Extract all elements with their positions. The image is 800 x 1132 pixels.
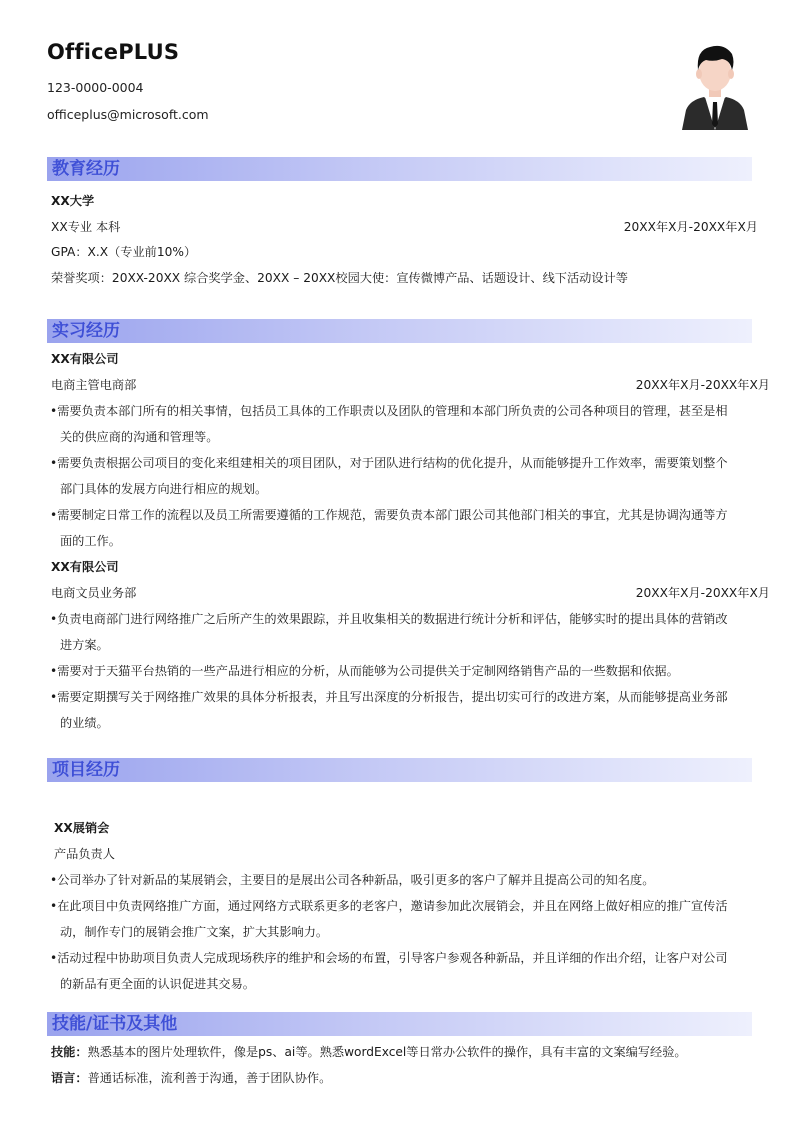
bullet-continuation: 面的工作。 <box>60 534 121 548</box>
skills-section-header <box>47 1012 752 1036</box>
candidate-name: OfficePLUS <box>47 40 180 64</box>
bullet-item: •需要对于天猫平台热销的一些产品进行相应的分析，从而能够为公司提供关于定制网络销售产品的一些数据和依据。 <box>50 664 679 678</box>
education-date: 20XX年X月-20XX年X月 <box>623 220 758 234</box>
project-name: XX展销会 <box>54 821 110 835</box>
language-line <box>51 1070 331 1086</box>
company-name: XX有限公司 <box>51 352 119 366</box>
bullet-continuation: 的业绩。 <box>60 716 109 730</box>
job-date: 20XX年X月-20XX年X月 <box>635 378 770 392</box>
bullet-continuation: 的新品有更全面的认识促进其交易。 <box>60 977 255 991</box>
email-address: officeplus@microsoft.com <box>47 107 209 122</box>
bullet-continuation: 动，制作专门的展销会推广文案，扩大其影响力。 <box>60 925 329 939</box>
education-section-header <box>47 157 752 181</box>
job-role: 电商主管电商部 <box>51 378 137 392</box>
bullet-item: •需要制定日常工作的流程以及员工所需要遵循的工作规范，需要负责本部门跟公司其他部门相关的事宜，尤其是协调沟通等方 <box>50 508 728 522</box>
gpa: GPA：X.X（专业前10%） <box>51 245 197 259</box>
skills-label: 技能： <box>51 1045 88 1059</box>
project-role: 产品负责人 <box>54 847 115 861</box>
skills-text: 熟悉基本的图片处理软件，像是ps、ai等。熟悉wordExcel等日常办公软件的操作，具有丰富的文案编写经验。 <box>87 1045 687 1059</box>
bullet-item: •需要负责根据公司项目的变化来组建相关的项目团队，对于团队进行结构的优化提升，从而能够提升工作效率，需要策划整个 <box>50 456 728 470</box>
bullet-item: •公司举办了针对新品的某展销会，主要目的是展出公司各种新品，吸引更多的客户了解并且提高公司的知名度。 <box>50 873 655 887</box>
businessman-avatar-icon <box>680 40 750 130</box>
company-name: XX有限公司 <box>51 560 119 574</box>
job-date: 20XX年X月-20XX年X月 <box>635 586 770 600</box>
bullet-item: •活动过程中协助项目负责人完成现场秩序的维护和会场的布置，引导客户参观各种新品，并且详细的作出介绍，让客户对公司 <box>50 951 728 965</box>
major-degree: XX专业 本科 <box>51 220 121 234</box>
bullet-item: •需要定期撰写关于网络推广效果的具体分析报表，并且写出深度的分析报告，提出切实可行的改进方案，从而能够提高业务部 <box>50 690 728 704</box>
skills-title: 技能/证书及其他 <box>52 1014 178 1034</box>
language-label: 语言： <box>51 1071 88 1085</box>
bullet-item: •在此项目中负责网络推广方面，通过网络方式联系更多的老客户，邀请参加此次展销会，并且在网络上做好相应的推广宣传活 <box>50 899 728 913</box>
project-title: 项目经历 <box>52 760 120 780</box>
bullet-item: •需要负责本部门所有的相关事情，包括员工具体的工作职责以及团队的管理和本部门所负责的公司各种项目的管理，甚至是相 <box>50 404 728 418</box>
bullet-continuation: 进方案。 <box>60 638 109 652</box>
project-section-header <box>47 758 752 782</box>
bullet-item: •负责电商部门进行网络推广之后所产生的效果跟踪，并且收集相关的数据进行统计分析和评估，能够实时的提出具体的营销改 <box>50 612 728 626</box>
education-title: 教育经历 <box>52 159 120 179</box>
phone-number: 123-0000-0004 <box>47 80 144 95</box>
language-text: 普通话标准，流利善于沟通，善于团队协作。 <box>87 1071 332 1085</box>
internship-section-header <box>47 319 752 343</box>
honors: 荣誉奖项：20XX-20XX 综合奖学金、20XX – 20XX校园大使：宣传微博产品、话题设计、线下活动设计等 <box>51 271 628 285</box>
skills-line <box>51 1044 687 1060</box>
school-name: XX大学 <box>51 194 95 208</box>
job-role: 电商文员业务部 <box>51 586 137 600</box>
bullet-continuation: 部门具体的发展方向进行相应的规划。 <box>60 482 268 496</box>
bullet-continuation: 关的供应商的沟通和管理等。 <box>60 430 219 444</box>
internship-title: 实习经历 <box>52 321 120 341</box>
